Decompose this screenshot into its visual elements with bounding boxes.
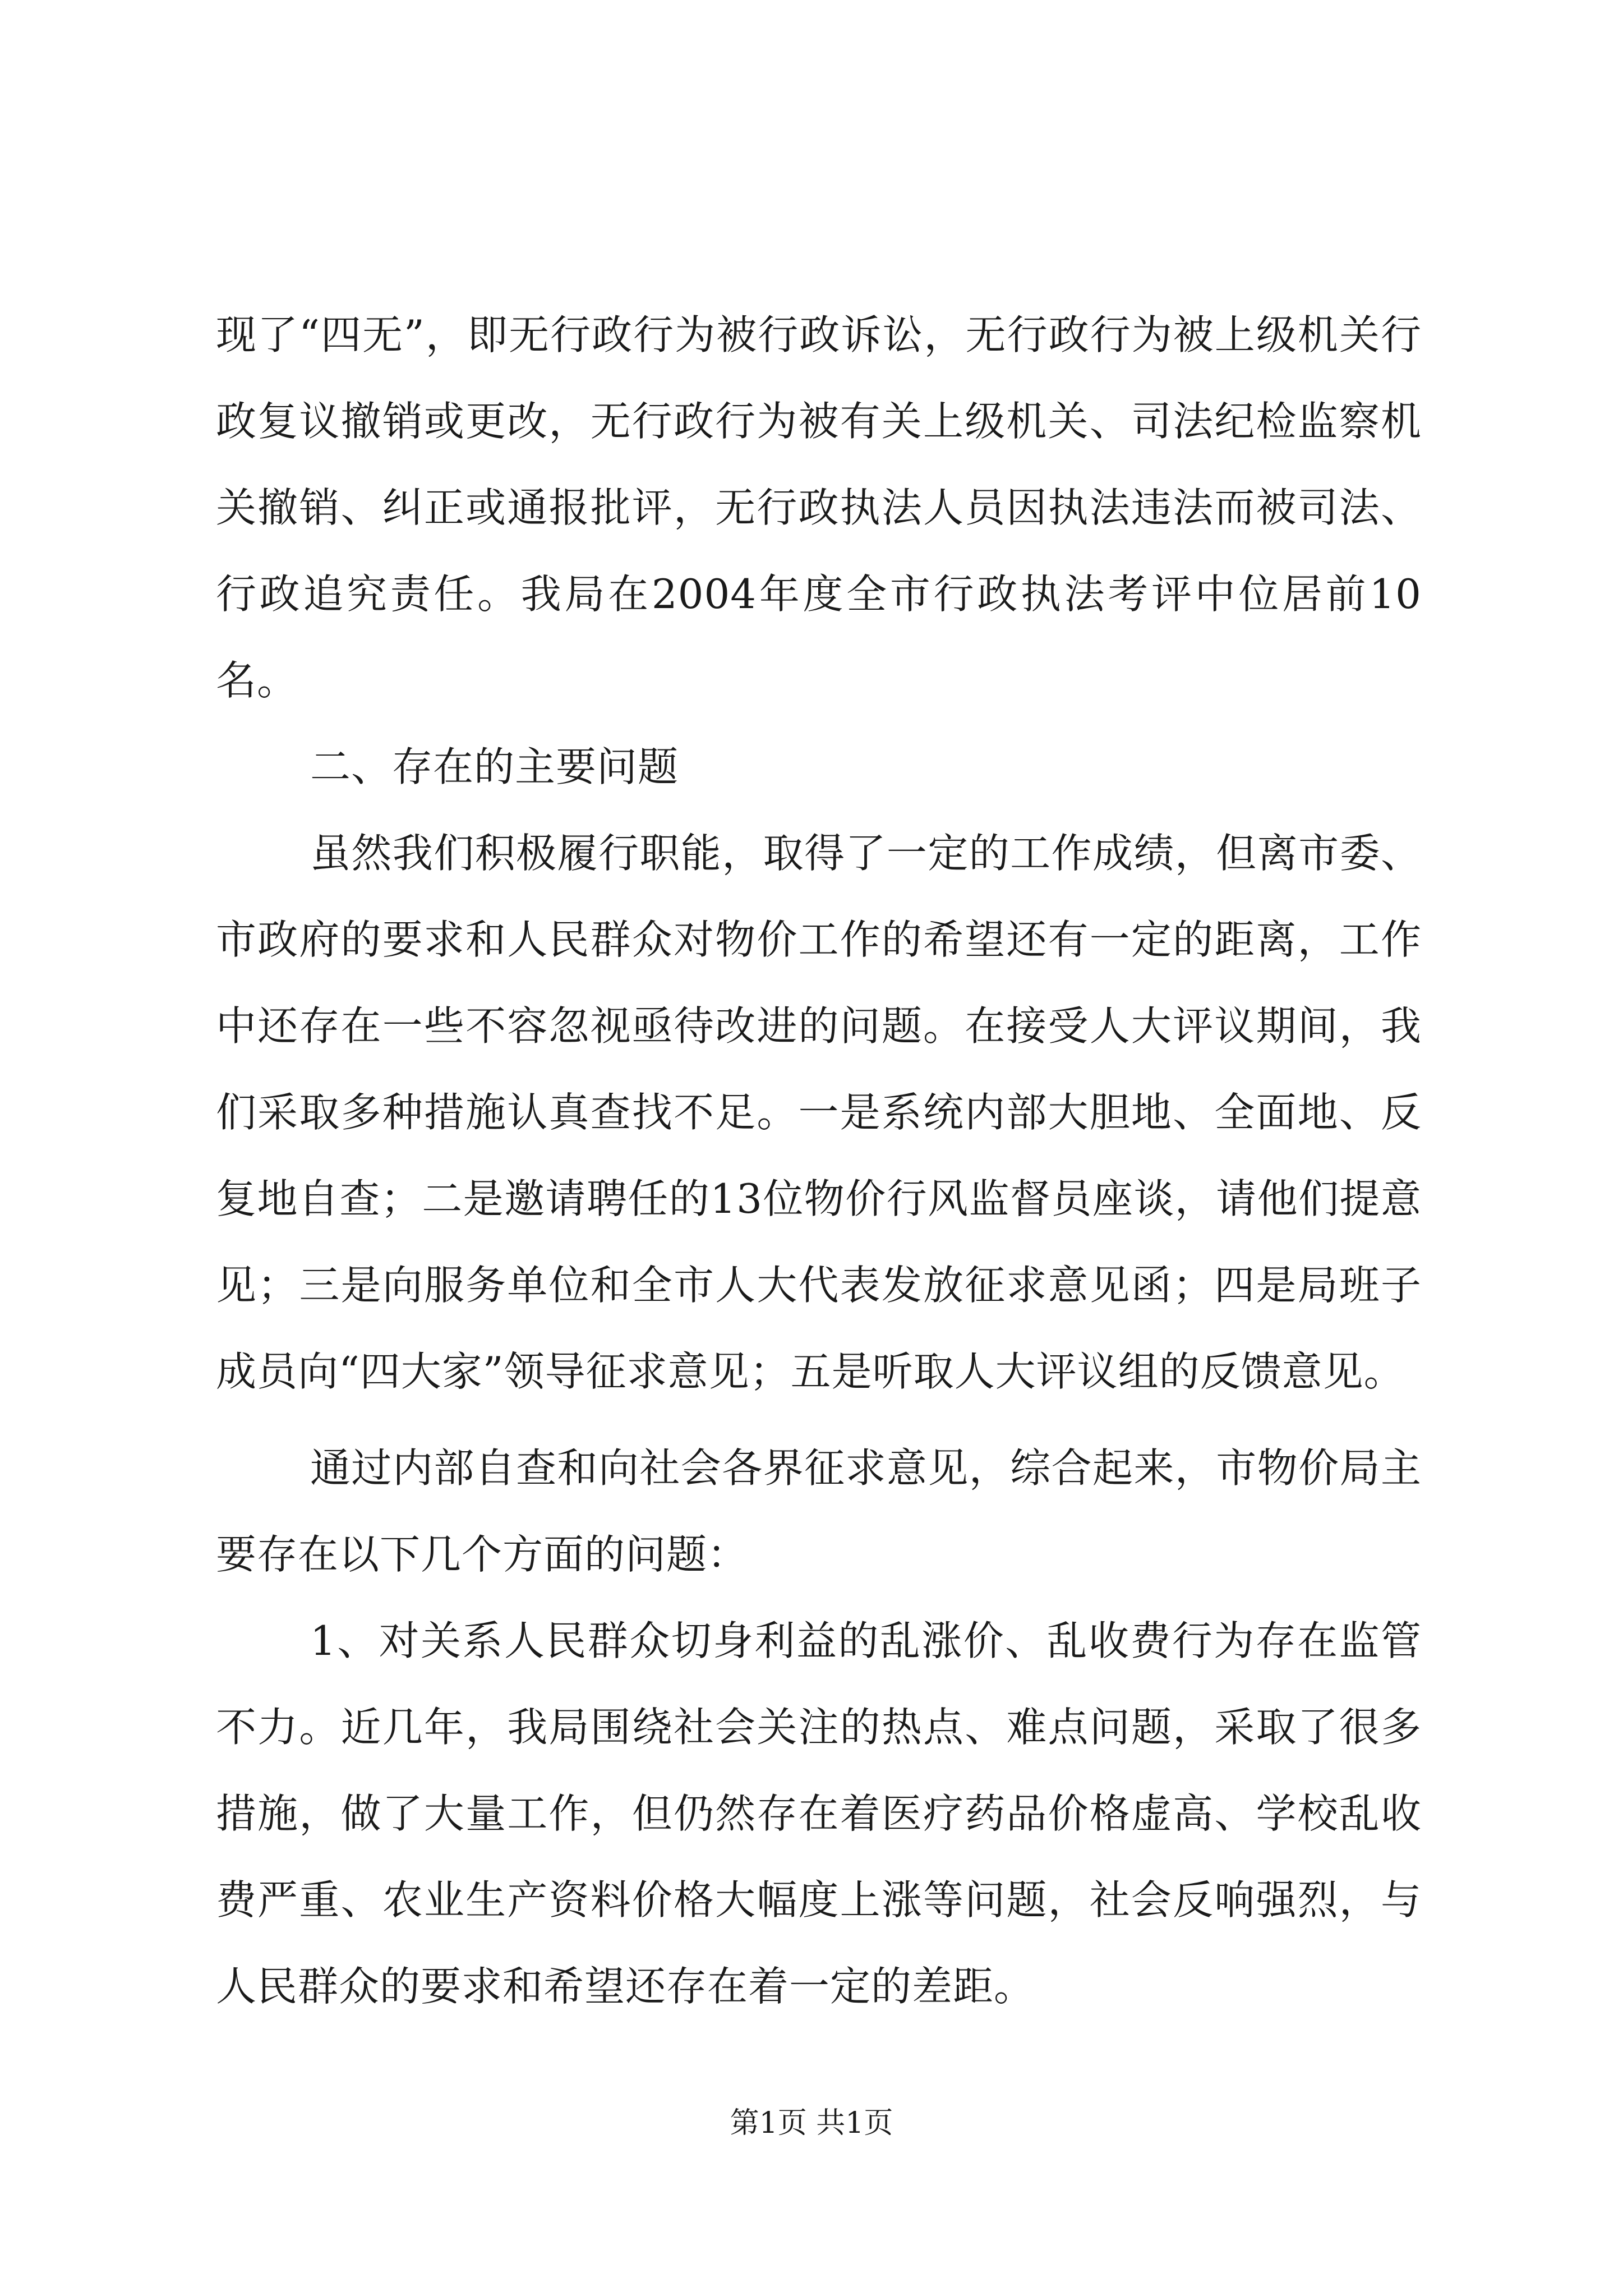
section-heading: 二、存在的主要问题 xyxy=(310,743,679,790)
paragraph-problems-intro: 虽然我们积极履行职能，取得了一定的工作成绩，但离市委、市政府的要求和人民群众对物价工作的希望还有一定的距离，工作中还存在一些不容忽视亟待改进的问题。在接受人大评议期间，我们采取多种措施认真查找不足。一是系统内部大胆地、全面地、反复地自查；二是邀请聘任的13位物价行风监督员座谈，请他们提意见；三是向服务单位和全市人大代表发放征求意见函；四是局班子成员向“四大家”领导征求意见；五是听取人大评议组的反馈意见。 xyxy=(216,830,1422,1395)
paragraph-item-1: 1、对关系人民群众切身利益的乱涨价、乱收费行为存在监管不力。近几年，我局围绕社会关注的热点、难点问题，采取了很多措施，做了大量工作，但仍然存在着医疗药品价格虚高、学校乱收费严重、农业生产资料价格大幅度上涨等问题，社会反响强烈，与人民群众的要求和希望还存在着一定的差距。 xyxy=(216,1617,1422,2010)
paragraph-summary: 通过内部自查和向社会各界征求意见，综合起来，市物价局主要存在以下几个方面的问题： xyxy=(216,1444,1422,1578)
document-body xyxy=(216,292,1422,2030)
paragraph-continuation: 现了“四无”，即无行政行为被行政诉讼，无行政行为被上级机关行政复议撤销或更改，无行政行为被有关上级机关、司法纪检监察机关撤销、纠正或通报批评，无行政执法人员因执法违法而被司法、行政追究责任。我局在2004年度全市行政执法考评中位居前10名。 xyxy=(216,311,1422,704)
page-footer: 第1页 共1页 xyxy=(730,2106,893,2140)
